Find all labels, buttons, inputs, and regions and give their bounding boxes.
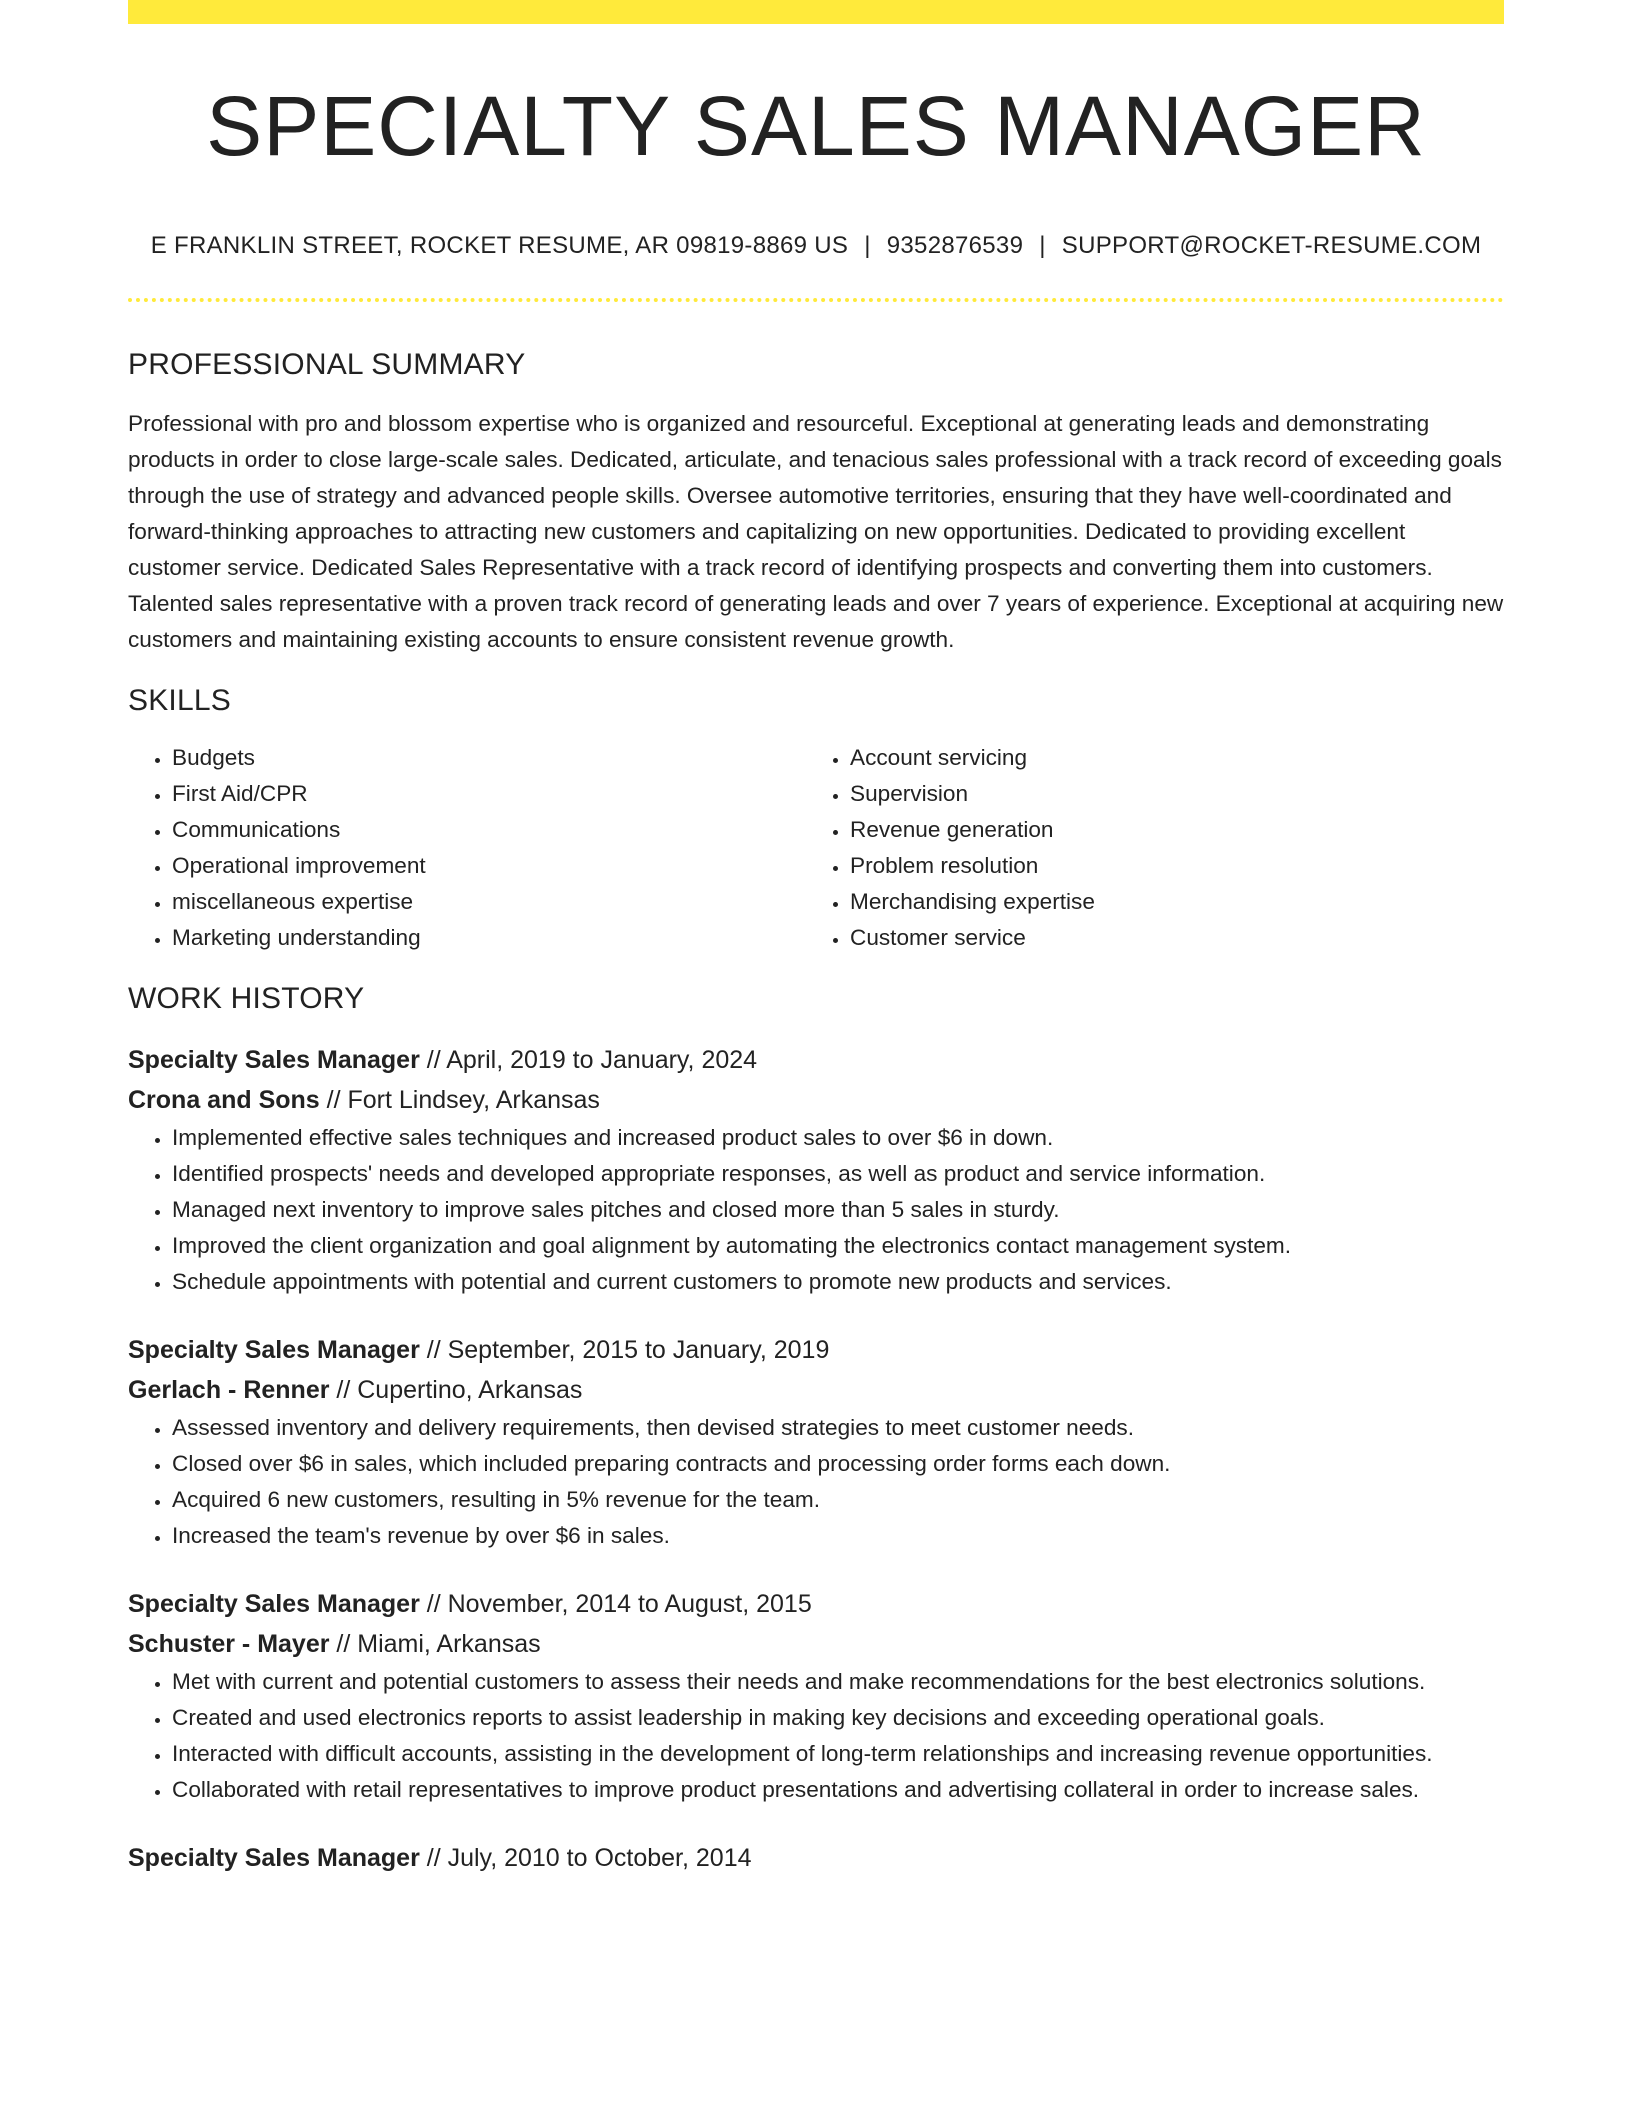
job-location: // Fort Lindsey, Arkansas (319, 1086, 600, 1115)
skill-item: • Merchandising expertise (850, 884, 1484, 920)
job-company-line (128, 1080, 1504, 1120)
resume-page (128, 0, 1504, 1878)
work-history-heading: WORK HISTORY (128, 982, 365, 1016)
job-bullet: • Improved the client organization and goal alignment by automating the electronics contact management system. (172, 1228, 1504, 1264)
skill-item: • Account servicing (850, 740, 1484, 776)
job-company: Crona and Sons (128, 1086, 320, 1115)
skills-heading: SKILLS (128, 684, 231, 718)
job-entry (128, 1330, 1504, 1554)
skills-column-left (128, 740, 806, 956)
dotted-divider (128, 298, 1504, 302)
job-bullet-list (128, 1120, 1504, 1300)
contact-line (128, 232, 1504, 260)
job-bullet: • Assessed inventory and delivery requirements, then devised strategies to meet customer needs. (172, 1410, 1504, 1446)
job-entry (128, 1040, 1504, 1300)
job-bullet: • Created and used electronics reports to assist leadership in making key decisions and exceeding operational goals. (172, 1700, 1504, 1736)
job-entry (128, 1838, 1504, 1878)
job-title: Specialty Sales Manager (128, 1844, 420, 1873)
job-location: // Miami, Arkansas (329, 1630, 541, 1659)
job-company: Schuster - Mayer (128, 1630, 330, 1659)
job-bullet: • Acquired 6 new customers, resulting in 5% revenue for the team. (172, 1482, 1504, 1518)
job-bullet: • Interacted with difficult accounts, assisting in the development of long-term relationships and increasing revenue opportunities. (172, 1736, 1504, 1772)
contact-address: E FRANKLIN STREET, ROCKET RESUME, AR 09819-8869 US (150, 232, 849, 260)
job-title-line (128, 1330, 1504, 1370)
skill-item: • Operational improvement (172, 848, 806, 884)
job-dates: // November, 2014 to August, 2015 (419, 1590, 812, 1619)
contact-separator: | (1039, 232, 1046, 260)
job-bullet: • Collaborated with retail representatives to improve product presentations and advertising collateral in order to increase sales. (172, 1772, 1504, 1808)
job-title-line (128, 1040, 1504, 1080)
skill-item: • Customer service (850, 920, 1484, 956)
job-entry (128, 1584, 1504, 1808)
job-company-line (128, 1370, 1504, 1410)
job-location: // Cupertino, Arkansas (329, 1376, 583, 1405)
job-bullet: • Implemented effective sales techniques and increased product sales to over $6 in down. (172, 1120, 1504, 1156)
job-dates: // September, 2015 to January, 2019 (419, 1336, 830, 1365)
contact-email: SUPPORT@ROCKET-RESUME.COM (1061, 232, 1482, 260)
skill-item: • Budgets (172, 740, 806, 776)
job-bullet: • Increased the team's revenue by over $6 in sales. (172, 1518, 1504, 1554)
job-bullet-list (128, 1410, 1504, 1554)
skill-item: • Problem resolution (850, 848, 1484, 884)
job-title-line (128, 1838, 1504, 1878)
summary-paragraph: Professional with pro and blossom expertise who is organized and resourceful. Exceptional at generating leads and demonstrating products in order to close large-scale sales. Dedicated, articulate, and tenacious sales professional with a track record of exceeding goals through the use of strategy and advanced people skills. Oversee automotive territories, ensuring that they have well-coordinated and forward-thinking approaches to attracting new customers and capitalizing on new opportunities. Dedicated to providing excellent customer service. Dedicated Sales Representative with a track record of identifying prospects and converting them into customers. Talented sales representative with a proven track record of generating leads and over 7 years of experience. Exceptional at acquiring new customers and maintaining existing accounts to ensure consistent revenue growth. (128, 411, 1504, 653)
skill-item: • Supervision (850, 776, 1484, 812)
skill-item: • First Aid/CPR (172, 776, 806, 812)
job-title: Specialty Sales Manager (128, 1046, 420, 1075)
skill-item: • miscellaneous expertise (172, 884, 806, 920)
skills-grid (128, 740, 1504, 956)
job-bullet: • Identified prospects' needs and developed appropriate responses, as well as product and service information. (172, 1156, 1504, 1192)
job-company-line (128, 1624, 1504, 1664)
skill-item: • Marketing understanding (172, 920, 806, 956)
contact-phone: 9352876539 (886, 232, 1024, 260)
job-title: Specialty Sales Manager (128, 1336, 420, 1365)
job-bullet: • Met with current and potential customers to assess their needs and make recommendations for the best electronics solutions. (172, 1664, 1504, 1700)
skills-column-right (806, 740, 1484, 956)
job-dates: // April, 2019 to January, 2024 (419, 1046, 758, 1075)
job-bullet: • Managed next inventory to improve sales pitches and closed more than 5 sales in sturdy. (172, 1192, 1504, 1228)
skill-item: • Revenue generation (850, 812, 1484, 848)
job-bullet: • Closed over $6 in sales, which included preparing contracts and processing order forms each down. (172, 1446, 1504, 1482)
summary-heading: PROFESSIONAL SUMMARY (128, 348, 526, 382)
job-dates: // July, 2010 to October, 2014 (419, 1844, 752, 1873)
job-company: Gerlach - Renner (128, 1376, 330, 1405)
job-bullet: • Schedule appointments with potential and current customers to promote new products and services. (172, 1264, 1504, 1300)
job-bullet-list (128, 1664, 1504, 1808)
skill-item: • Communications (172, 812, 806, 848)
accent-top-bar (128, 0, 1504, 24)
job-title: Specialty Sales Manager (128, 1590, 420, 1619)
job-title-line (128, 1584, 1504, 1624)
resume-name-title: SPECIALTY SALES MANAGER (206, 79, 1426, 173)
contact-separator: | (864, 232, 871, 260)
